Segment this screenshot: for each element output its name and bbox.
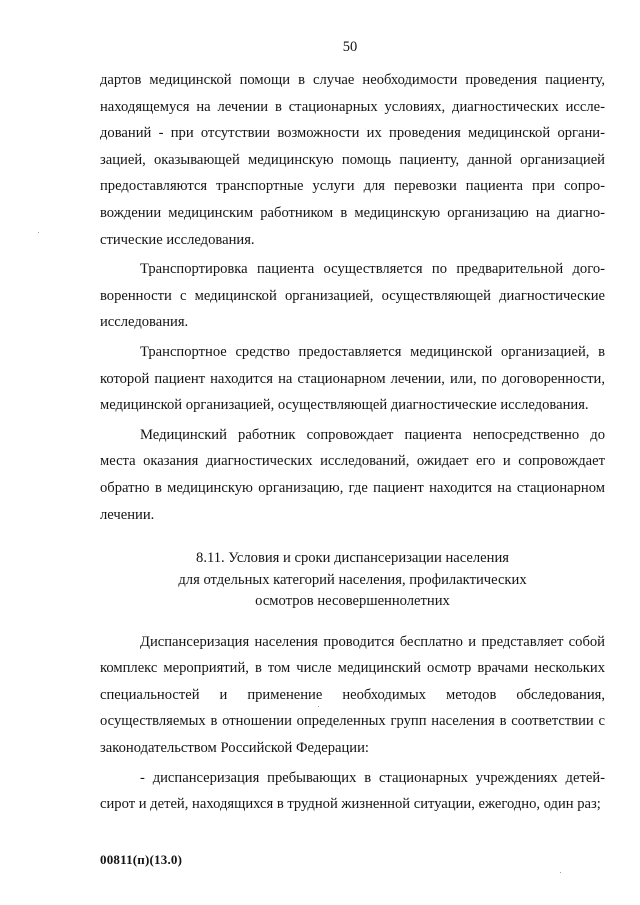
paragraph-transport-arrangement: Транспортировка пациента осуществляется по предварительной договоренности с медицинской организацией, осуществляющей диагностические исследования. (100, 261, 605, 331)
section-heading-line-2: для отдельных категорий населения, профилактических (178, 571, 527, 588)
scan-speck (318, 706, 319, 707)
scan-speck (560, 872, 561, 873)
document-body (100, 67, 605, 818)
section-heading-line-3: осмотров несовершеннолетних (255, 593, 450, 610)
scan-speck (38, 232, 39, 233)
paragraph-dispensary-definition: Диспансеризация населения проводится бесплатно и представляет собой комплекс мероприятий, в том числе медицинский осмотр врачами нескольких специальностей и применение необходимых методов обследования, осуществляемых в отношении определенных групп населения в соответствии с законодательством Российской Федерации: (100, 633, 605, 756)
paragraph-medical-escort: Медицинский работник сопровождает пациента непосредственно до места оказания диагностических исследований, ожидает его и сопровождает обратно в медицинскую организацию, где пациент находится на стационарном лечении. (100, 426, 605, 523)
list-item-orphans-dispensary: - диспансеризация пребывающих в стационарных учреждениях детей-сирот и детей, находящихся в трудной жизненной ситуации, ежегодно, один раз; (100, 769, 605, 813)
document-footer-code: 00811(п)(13.0) (100, 852, 183, 867)
page-number: 50 (342, 39, 358, 55)
paragraph-continuation: дартов медицинской помощи в случае необходимости проведения пациенту, находящемуся на лечении в стационарных условиях, диагностических исследований - при отсутствии возможности их проведения медицинской организацией, оказывающей медицинскую помощь пациенту, данной организацией предоставляются транспортные услуги для перевозки пациента при сопровождении медицинским работником в медицинскую организацию на диагностические исследования. (100, 72, 605, 248)
section-heading-line-1: 8.11. Условия и сроки диспансеризации населения (196, 550, 509, 567)
paragraph-transport-vehicle: Транспортное средство предоставляется медицинской организацией, в которой пациент находится на стационарном лечении, или, по договоренности, медицинской организацией, осуществляющей диагностические исследования. (100, 343, 605, 414)
section-heading (100, 548, 605, 613)
